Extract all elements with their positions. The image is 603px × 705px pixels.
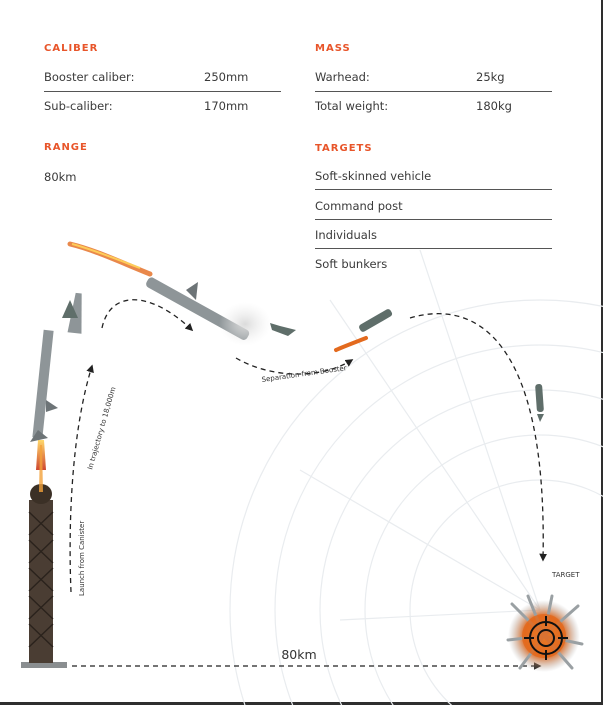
range-value: 80km	[44, 170, 77, 184]
sub-caliber-value: 170mm	[204, 99, 249, 113]
launch-canister	[21, 484, 67, 668]
caliber-title: CALIBER	[44, 43, 99, 54]
warhead-value: 25kg	[476, 70, 505, 84]
target-explosion	[508, 596, 582, 672]
separation-label: Separation from Booster	[261, 364, 348, 384]
separation-smoke	[219, 302, 271, 346]
warhead-label: Warhead:	[315, 70, 370, 84]
total-weight-label: Total weight:	[315, 99, 389, 113]
distance-label: 80km	[281, 647, 317, 662]
launching-missile	[30, 293, 86, 492]
separated-warhead	[270, 308, 393, 350]
target-item-label: Command post	[315, 199, 403, 213]
trajectory-label: In trajectory to 18,000m	[86, 386, 118, 471]
sub-caliber-label: Sub-caliber:	[44, 99, 113, 113]
range-title: RANGE	[44, 142, 88, 153]
booster-caliber-value: 250mm	[204, 70, 249, 84]
trajectory-paths	[70, 300, 543, 666]
booster-caliber-label: Booster caliber:	[44, 70, 135, 84]
target-item-label: Individuals	[315, 228, 377, 242]
target-item-label: Soft bunkers	[315, 257, 388, 271]
launch-label: Launch from Canister	[78, 520, 86, 596]
total-weight-value: 180kg	[476, 99, 512, 113]
mass-title: MASS	[315, 43, 351, 54]
target-item-label: Soft-skinned vehicle	[315, 169, 432, 183]
targets-title: TARGETS	[315, 143, 373, 154]
target-label: TARGET	[552, 571, 580, 579]
